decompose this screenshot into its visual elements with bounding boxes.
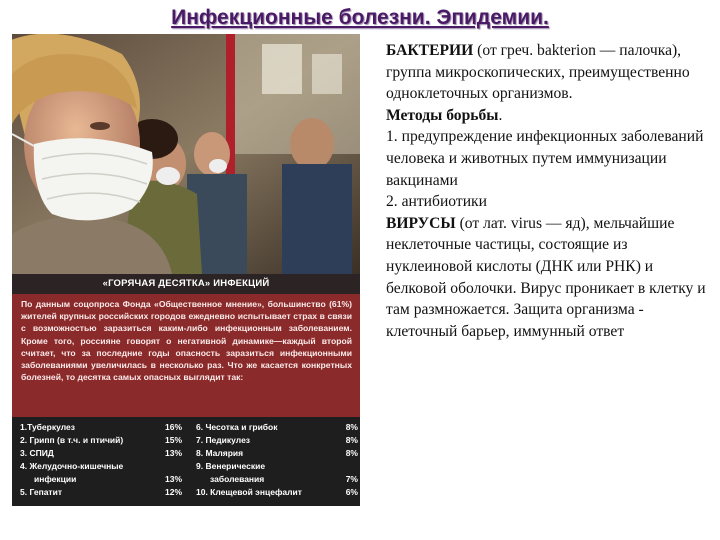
virus-definition: (от лат. virus — яд), мельчайшие неклеточные частицы, состоящие из нуклеиновой кислоты (ДНК или РНК) и белковой оболочки. Вирус проникает в клетку и там размножается. Защита организма - клеточный барьер, иммунный ответ xyxy=(386,214,706,340)
bacteria-paragraph xyxy=(386,40,716,105)
virus-term: ВИРУСЫ xyxy=(386,214,456,232)
top-ten-list xyxy=(12,417,360,506)
methods-term: Методы борьбы xyxy=(386,106,499,124)
list-item: 1.Туберкулез 16% xyxy=(20,422,182,432)
illustration-panel xyxy=(12,34,360,506)
top-list-right-column xyxy=(196,421,360,499)
list-item: 9. Венерические xyxy=(196,461,266,471)
methods-heading: Методы борьбы. xyxy=(386,106,503,124)
infobox-text: По данным соцопроса Фонда «Общественное мнение», большинство (61%) жителей крупных российских городов ежедневно испытывает страх в связи с возможностью заразиться каким-либо инфекционным заболеванием. Кроме того, россияне говорят о негативной динамике—каждый второй считает, что за последние годы опасность заразиться инфекционными заболеваниями увеличилась в несколько раз. Что же касается конкретных болезней, то десятка самых опасных выглядит так: xyxy=(21,299,352,383)
bacteria-term: БАКТЕРИИ xyxy=(386,42,474,59)
virus-paragraph xyxy=(386,213,716,343)
list-item: 10. Клещевой энцефалит 6% xyxy=(196,487,358,497)
list-item: 6. Чесотка и грибок 8% xyxy=(196,422,358,432)
bacteria-definition: (от греч. bakterion — палочка), группа микроскопических, преимущественно одноклеточных организмов. xyxy=(386,42,690,103)
masked-commuters-photo xyxy=(12,34,360,274)
method-item-2: 2. антибиотики xyxy=(386,193,487,211)
list-item: инфекции 13% xyxy=(34,474,182,484)
list-item: 4. Желудочно-кишечные xyxy=(20,461,124,471)
list-item: заболевания 7% xyxy=(210,474,358,484)
slide-title: Инфекционные болезни. Эпидемии. xyxy=(171,6,549,29)
main-text xyxy=(386,40,716,342)
method-item-1: 1. предупреждение инфекционных заболеваний человека и животных путем иммунизации вакцинами xyxy=(386,128,704,189)
infection-survey-box xyxy=(12,274,360,506)
list-item: 8. Малярия 8% xyxy=(196,448,358,458)
list-item: 3. СПИД 13% xyxy=(20,448,182,458)
infobox-heading: «ГОРЯЧАЯ ДЕСЯТКА» ИНФЕКЦИЙ xyxy=(12,274,360,294)
list-item: 2. Грипп (в т.ч. и птичий) 15% xyxy=(20,435,182,445)
top-list-left-column xyxy=(20,421,186,499)
list-item: 7. Педикулез 8% xyxy=(196,435,358,445)
list-item: 5. Гепатит 12% xyxy=(20,487,182,497)
